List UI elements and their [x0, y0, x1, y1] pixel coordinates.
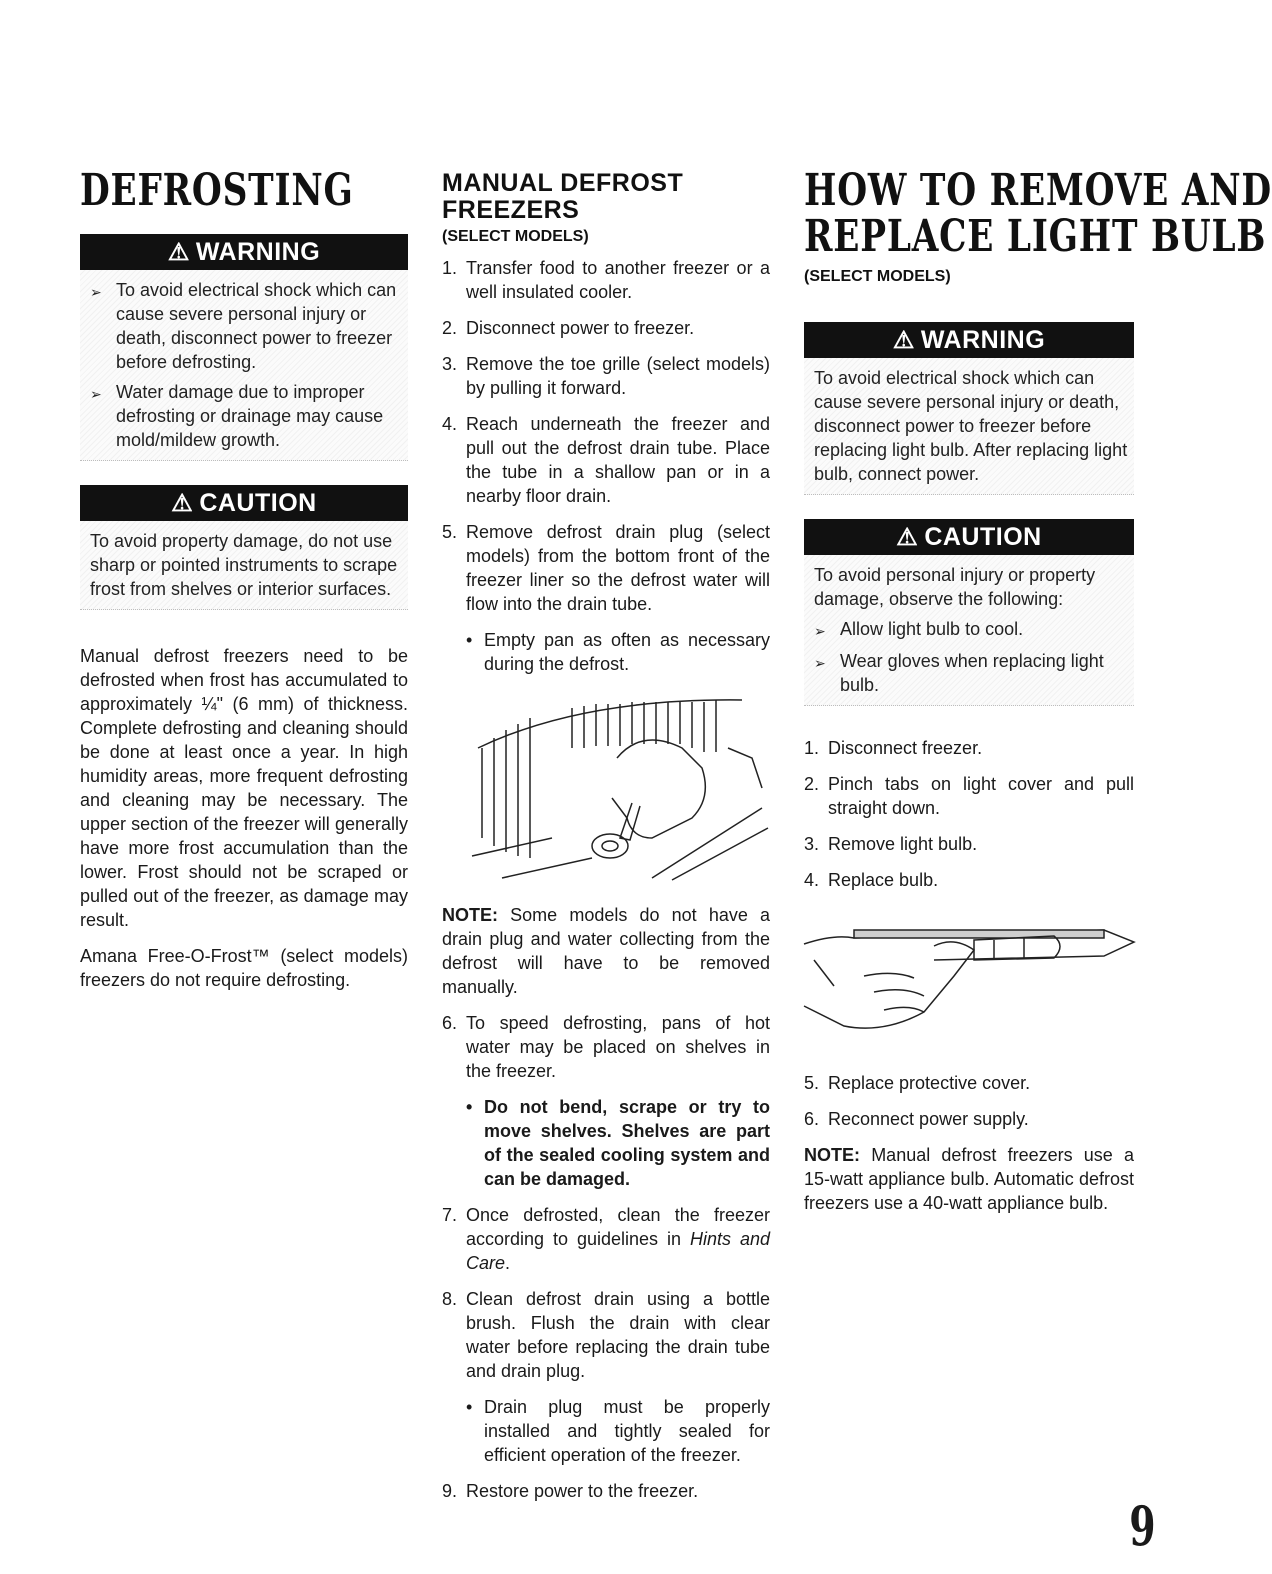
column-manual-defrost [442, 168, 770, 1515]
step-number: 4. [804, 870, 820, 890]
step-number: 9. [442, 1481, 458, 1501]
free-o-frost-paragraph: Amana Free-O-Frost™ (select models) freezers do not require defrosting. [80, 946, 408, 990]
step-number: 8. [442, 1289, 458, 1309]
arrow-bullet-icon: ➢ [814, 655, 826, 671]
step-text-part: . [505, 1253, 511, 1273]
section-title-defrosting: DEFROSTING [80, 165, 354, 216]
defrost-paragraph: Manual defrost freezers need to be defrosted when frost has accumulated to approximately ¼" (6 mm) of thickness. Complete defrosting and cleaning should be done at least once a year. In high humidity areas, more frequent defrosting and cleaning may be necessary. The upper section of the freezer will generally have more frost accumulation than the lower. Frost should not be scraped or pulled out of the freezer, as damage may result. [80, 646, 408, 930]
caution-triangle-icon: ⚠ [896, 524, 919, 551]
step-item [442, 1479, 770, 1503]
step-text: Disconnect power to freezer. [466, 318, 695, 338]
caution-item-text: Wear gloves when replacing light bulb. [840, 651, 1104, 695]
step-number: 1. [442, 258, 458, 278]
warning-triangle-icon: ⚠ [892, 327, 915, 354]
section-title-light-bulb [804, 165, 1272, 262]
step-item [804, 736, 1134, 760]
step-item [804, 868, 1134, 892]
step-item [442, 256, 770, 304]
step-text: Restore power to the freezer. [466, 1481, 699, 1501]
note-label: NOTE: [442, 905, 498, 925]
step-text: Reconnect power supply. [828, 1109, 1029, 1129]
bullet-dot-icon: • [466, 1397, 473, 1417]
step-text-reference: Hints and Care [466, 1229, 770, 1273]
column-defrosting [80, 165, 408, 1004]
warning-item [90, 278, 402, 374]
drain-plug-illustration [442, 688, 770, 889]
step-number: 4. [442, 414, 458, 434]
page-number: 9 [1129, 1494, 1156, 1558]
sub-bullet-text: Drain plug must be properly installed and tightly sealed for efficient operation of the freezer. [484, 1397, 770, 1465]
step-item [442, 352, 770, 400]
step-text: Remove defrost drain plug (select models) from the bottom front of the freezer liner so the defrost water will flow into the drain tube. [466, 522, 770, 614]
caution-triangle-icon: ⚠ [171, 490, 194, 517]
step-text: Clean defrost drain using a bottle brush. Flush the drain with clear water before replacing the drain tube and drain plug. [466, 1289, 770, 1381]
step-item [442, 1203, 770, 1275]
step-text: To speed defrosting, pans of hot water may be placed on shelves in the freezer. [466, 1013, 770, 1081]
drain-note [442, 903, 770, 999]
section-subtitle: (SELECT MODELS) [804, 268, 951, 285]
step-text: Pinch tabs on light cover and pull straight down. [828, 774, 1134, 818]
warning-header [80, 234, 408, 270]
note-label: NOTE: [804, 1145, 860, 1165]
bullet-dot-icon: • [466, 630, 473, 650]
warning-item-text: To avoid electrical shock which can cause severe personal injury or death, disconnect power to freezer before defrosting. [116, 280, 397, 372]
caution-item [814, 649, 1128, 697]
warning-label: WARNING [920, 326, 1046, 354]
bullet-dot-icon: • [466, 1097, 473, 1117]
step-number: 3. [442, 354, 458, 374]
warning-box [80, 234, 408, 461]
step-number: 1. [804, 738, 820, 758]
warning-triangle-icon: ⚠ [167, 239, 190, 266]
arrow-bullet-icon: ➢ [90, 386, 102, 402]
caution-header [80, 485, 408, 521]
title-line: REPLACE LIGHT BULB [804, 211, 1267, 262]
defrost-steps-continued [442, 1011, 770, 1083]
step-item [442, 1287, 770, 1383]
step-item [804, 832, 1134, 856]
note-text: Some models do not have a drain plug and water collecting from the defrost will have to be removed manually. [442, 905, 770, 997]
sub-bullet-text: Do not bend, scrape or try to move shelves. Shelves are part of the sealed cooling system and can be damaged. [484, 1097, 770, 1189]
step-text: Transfer food to another freezer or a well insulated cooler. [466, 258, 770, 302]
step-number: 7. [442, 1205, 458, 1225]
step-number: 2. [442, 318, 458, 338]
step-item [442, 1011, 770, 1083]
drain-plug-drawing-icon [442, 688, 770, 884]
step-text: Replace bulb. [828, 870, 939, 890]
caution-label: CAUTION [924, 523, 1042, 551]
defrost-steps-continued [442, 1203, 770, 1383]
caution-header [804, 519, 1134, 555]
step-text: Reach underneath the freezer and pull out the defrost drain tube. Place the tube in a shallow pan or in a nearby floor drain. [466, 414, 770, 506]
caution-text: To avoid personal injury or property damage, observe the following: [814, 565, 1096, 609]
step-number: 6. [442, 1013, 458, 1033]
step-text [466, 1203, 770, 1275]
step-item [442, 520, 770, 616]
step-number: 2. [804, 774, 820, 794]
note-text: Manual defrost freezers use a 15-watt appliance bulb. Automatic defrost freezers use a 40-watt appliance bulb. [804, 1145, 1134, 1213]
step-number: 5. [442, 522, 458, 542]
arrow-bullet-icon: ➢ [814, 623, 826, 639]
arrow-bullet-icon: ➢ [90, 284, 102, 300]
step-text: Remove the toe grille (select models) by pulling it forward. [466, 354, 770, 398]
bulb-note [804, 1143, 1134, 1215]
defrost-steps-continued [442, 1479, 770, 1503]
step-item [442, 316, 770, 340]
caution-item [814, 617, 1128, 643]
defrost-steps [442, 256, 770, 616]
sub-bullet [466, 1395, 770, 1467]
step-item [442, 412, 770, 508]
column-light-bulb [804, 165, 1272, 1227]
caution-label: CAUTION [199, 489, 317, 517]
step-item [804, 1071, 1134, 1095]
section-subtitle: (SELECT MODELS) [442, 228, 589, 245]
step-text: Replace protective cover. [828, 1073, 1031, 1093]
caution-body [804, 555, 1134, 706]
bulb-steps [804, 736, 1134, 892]
caution-box [80, 485, 408, 610]
light-bulb-illustration [804, 916, 1134, 1051]
section-title-manual-defrost: MANUAL DEFROST FREEZERS [442, 169, 684, 224]
step-text-part: Once defrosted, clean the freezer according to guidelines in [466, 1205, 770, 1249]
step-item [804, 1107, 1134, 1131]
light-cover-drawing-icon [804, 916, 1134, 1046]
bulb-steps-continued [804, 1071, 1134, 1131]
sub-bullet [466, 628, 770, 676]
warning-label: WARNING [195, 238, 321, 266]
caution-body: To avoid property damage, do not use sharp or pointed instruments to scrape frost from shelves or interior surfaces. [80, 521, 408, 610]
caution-box [804, 519, 1134, 706]
warning-body [80, 270, 408, 461]
warning-item [90, 380, 402, 452]
caution-item-text: Allow light bulb to cool. [840, 619, 1024, 639]
step-item [804, 772, 1134, 820]
step-text: Remove light bulb. [828, 834, 978, 854]
step-number: 6. [804, 1109, 820, 1129]
warning-item-text: Water damage due to improper defrosting or drainage may cause mold/mildew growth. [116, 382, 384, 450]
sub-bullet [466, 1095, 770, 1191]
step-text: Disconnect freezer. [828, 738, 983, 758]
step-number: 3. [804, 834, 820, 854]
step-number: 5. [804, 1073, 820, 1093]
title-line: HOW TO REMOVE AND [804, 165, 1272, 216]
warning-header [804, 322, 1134, 358]
warning-box [804, 322, 1134, 495]
sub-bullet-text: Empty pan as often as necessary during the defrost. [484, 630, 770, 674]
warning-body: To avoid electrical shock which can cause severe personal injury or death, disconnect power to freezer before replacing light bulb. After replacing light bulb, connect power. [804, 358, 1134, 495]
